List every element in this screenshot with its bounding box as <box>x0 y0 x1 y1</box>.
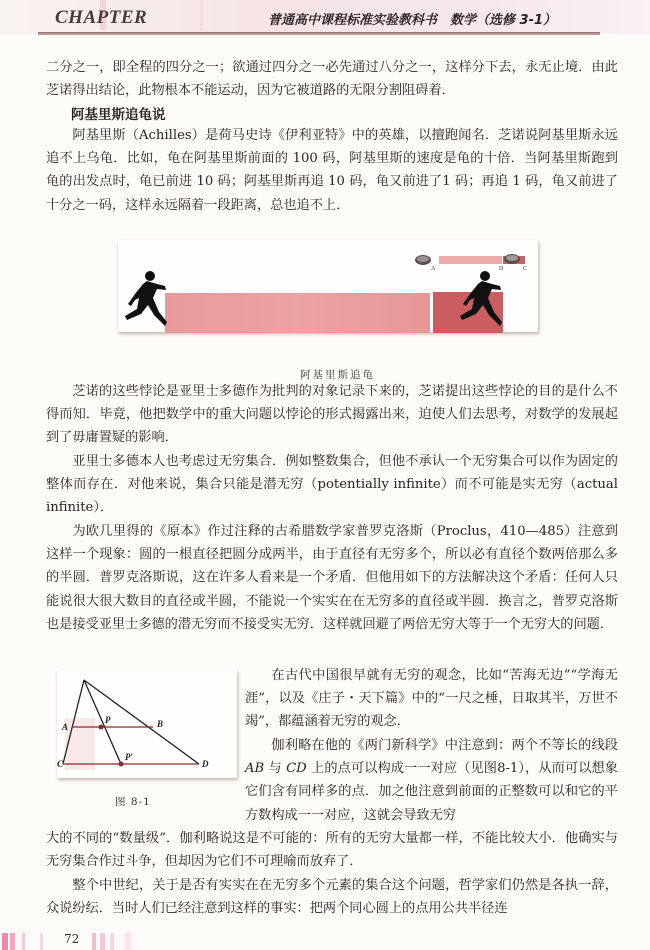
point-label-d: D <box>202 759 209 769</box>
paragraph-galileo-continued <box>46 827 618 873</box>
paragraph-proclus <box>46 520 618 636</box>
runner-silhouette-icon <box>123 270 173 332</box>
paragraph-china <box>245 664 618 734</box>
page-header <box>0 0 650 34</box>
paragraph-intro <box>46 56 618 102</box>
point-label-a: A <box>62 722 69 732</box>
figure-caption: 阿基里斯追龟 <box>300 369 375 381</box>
segment-ab: AB <box>245 761 265 777</box>
paragraph-text: 伽利略在他的《两门新科学》中注意到：两个不等长的线段 <box>271 738 618 753</box>
triangle-diagram <box>57 670 237 778</box>
paragraph-text: 芝诺的这些悖论是亚里士多德作为批判的对象记录下来的，芝诺提出这些悖论的目的是什么不得而知．毕竟，他把数学中的重大问题以悖论的形式揭露出来，迫使人们去思考，对数学的发展起到了毋庸置疑的影响． <box>46 384 618 446</box>
paragraph-text: 与 <box>264 761 287 777</box>
tortoise-track <box>439 256 502 264</box>
chapter-label: CHAPTER <box>55 7 148 28</box>
paragraph-text: 大的不同的“数量级”．伽利略说这是不可能的：所有的无穷大量都一样，不能比较大小．他确实与无穷集合作过斗争，但却因为它们不可理喻而放弃了． <box>46 831 618 870</box>
segment-cd: CD <box>286 761 307 777</box>
point-label-c: C <box>57 759 64 769</box>
book-title: 普通高中课程标准实验教科书 数学（选修 3-1） <box>268 13 557 28</box>
section-heading: 阿基里斯追龟说 <box>71 107 166 123</box>
paragraph-aristotle <box>46 450 618 520</box>
paragraph-text: 在古代中国很早就有无穷的观念，比如“苦海无边”“学海无涯”，以及《庄子・天下篇》中的“一尺之棰，日取其半，万世不竭”，都蕴涵着无穷的观念． <box>245 668 618 730</box>
point-label-p: P <box>105 715 111 725</box>
point-label-a: A <box>431 266 436 272</box>
point-label-b: B <box>157 719 164 729</box>
achilles-tortoise-figure <box>118 240 538 332</box>
paragraph-text: 阿基里斯（Achilles）是荷马史诗《伊利亚特》中的英雄，以擅跑闻名．芝诺说阿基里斯永远追不上乌龟．比如，龟在阿基里斯前面的 100 码，阿基里斯的速度是龟的十倍．当阿基里斯跑到龟的出发点时，龟已前进 10 码；阿基里斯再追 10 码，龟又前进了1 码；再追 1 码，龟又前进了十分之一码，这样永远隔着一段距离，总也追不上． <box>46 128 618 213</box>
paragraph-text: 为欧几里得的《原本》作过注释的古希腊数学家普罗克洛斯（Proclus，410—485）注意到这样一个现象：圆的一根直径把圆分成两半，由于直径有无穷多个，所以必有直径个数两倍那么多的半圆．普罗克洛斯说，这在许多人看来是一个矛盾．但他用如下的方法解决这个矛盾：任何人只能说很大很大数目的直径或半圆，不能说一个实实在在无穷多的直径或半圆．换言之，普罗克洛斯也是接受亚里士多德的潜无穷而不接受实无穷．这样就回避了两倍无穷大等于一个无穷大的问题． <box>46 524 618 632</box>
point-label-d: D <box>499 266 504 272</box>
paragraph-achilles <box>46 124 618 217</box>
tortoise-icon <box>413 254 433 266</box>
paragraph-text: 二分之一，即全程的四分之一；欲通过四分之一必先通过八分之一，这样分下去，永无止境．由此芝诺得出结论，此物根本不能运动，因为它被道路的无限分割阻碍着． <box>46 60 618 99</box>
header-decoration <box>200 0 203 30</box>
header-divider <box>38 32 600 35</box>
point-label-p-prime: P′ <box>125 752 134 762</box>
paragraph-text: 整个中世纪，关于是否有实实在在无穷多个元素的集合这个问题，哲学家们仍然是各执一辞，众说纷纭．当时人们已经注意到这样的事实：把两个同心圆上的点用公共半径连 <box>46 878 618 917</box>
runner-silhouette-icon <box>458 270 508 332</box>
distance-bar <box>165 293 430 333</box>
paragraph-medieval <box>46 874 618 920</box>
paragraph-text: 亚里士多德本人也考虑过无穷集合．例如整数集合，但他不承认一个无穷集合可以作为固定的整体而存在．对他来说，集合只能是潜无穷（potentially infinite）而不可能是实无穷（actual infinite）． <box>46 454 618 516</box>
paragraph-text: 上的点可以构成一一对应（见图8-1），从而可以想象它们含有同样多的点．加之他注意到前面的正整数可以和它的平方数构成一一对应，这就会导致无穷 <box>245 761 618 823</box>
figure-caption: 图 8-1 <box>115 796 151 808</box>
paragraph-galileo <box>245 734 618 827</box>
page-number: 72 <box>64 932 80 946</box>
tortoise-icon <box>502 253 524 265</box>
figure-8-1-diagram <box>57 670 237 778</box>
point-label-c: C <box>523 266 528 272</box>
paragraph-zeno <box>46 380 618 450</box>
